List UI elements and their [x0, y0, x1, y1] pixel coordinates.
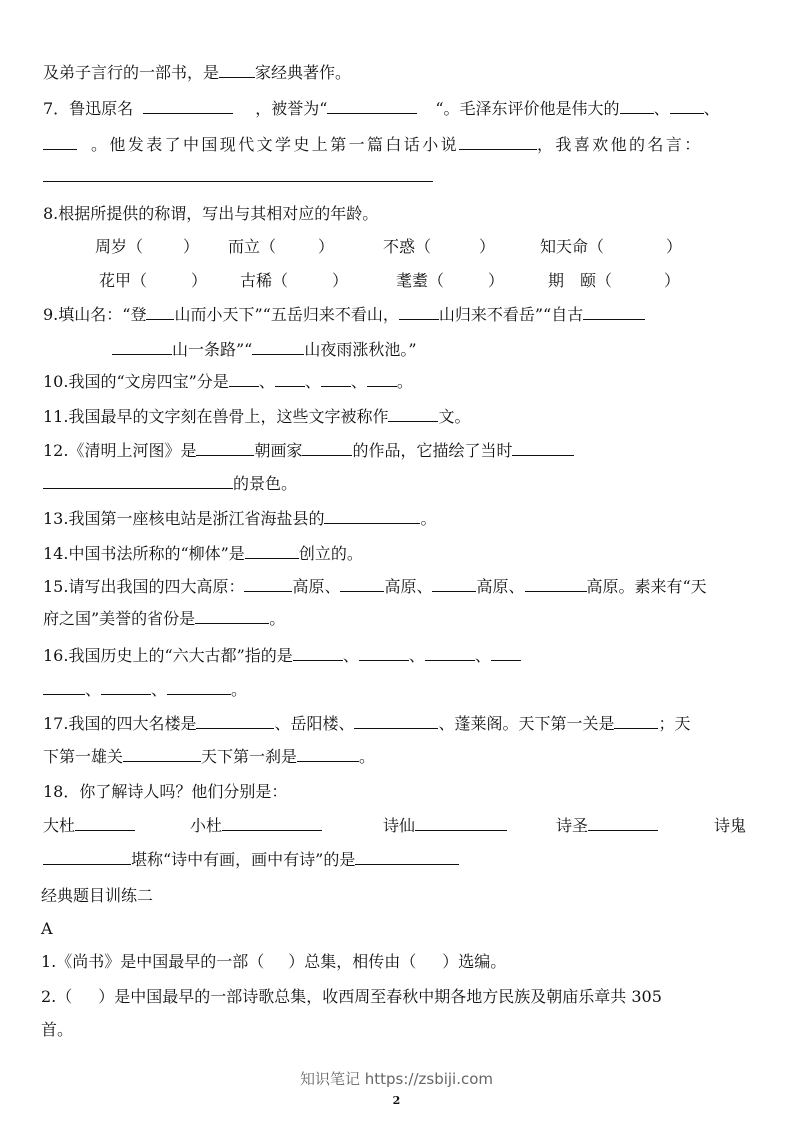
answer-blank[interactable]: [525, 576, 587, 592]
answer-blank[interactable]: [321, 371, 351, 387]
answer-blank[interactable]: [355, 849, 459, 865]
answer-blank[interactable]: [43, 679, 85, 695]
text: 高原。素来有“天: [586, 577, 707, 596]
answer-blank[interactable]: [167, 679, 231, 695]
question-15-cont: 府之国”美誉的省份是 。: [43, 609, 286, 628]
text: ；天: [658, 714, 691, 733]
question-16-cont: 、 、 。: [43, 679, 247, 701]
text: 文。: [438, 407, 471, 426]
question-9: [43, 304, 645, 326]
age-item: 周岁（ ）: [95, 237, 200, 256]
answer-blank[interactable]: [75, 815, 135, 831]
answer-blank[interactable]: [43, 473, 233, 489]
answer-blank[interactable]: [196, 713, 274, 729]
answer-blank[interactable]: [43, 166, 433, 182]
watermark[interactable]: 知识笔记 https://zsbiji.com: [299, 1070, 494, 1088]
text: ，被誉为“: [255, 99, 328, 118]
text: A: [41, 919, 53, 938]
text: 9.填山名：“登: [43, 305, 147, 324]
age-item: 耄耋（ ）: [396, 271, 505, 290]
subsection-label: [41, 918, 53, 940]
answer-blank[interactable]: [425, 645, 475, 661]
answer-blank[interactable]: [415, 815, 507, 831]
question-18: [43, 781, 287, 803]
question-7-cont: [43, 134, 703, 156]
text: 及弟子言行的一部书，是: [43, 63, 220, 82]
answer-blank[interactable]: [367, 371, 397, 387]
answer-blank[interactable]: [252, 339, 304, 355]
text: ）选编。: [442, 952, 507, 971]
answer-blank[interactable]: [588, 815, 658, 831]
question-11: [43, 406, 470, 428]
answer-blank[interactable]: [43, 849, 131, 865]
answer-blank[interactable]: [340, 576, 384, 592]
question-17-cont: 下第一雄关 天下第一刹是 。: [43, 747, 376, 766]
answer-blank[interactable]: [670, 98, 704, 114]
text: 山而小天下”“五岳归来不看山，: [174, 305, 399, 324]
text: 10.我国的“文房四宝”分是: [43, 372, 229, 391]
answer-blank[interactable]: [459, 134, 537, 150]
answer-blank[interactable]: [583, 304, 645, 320]
text: 15.请写出我国的四大高原：: [43, 577, 245, 596]
text: 山一条路”“: [172, 340, 253, 359]
question-10: 10.我国的“文房四宝”分是 、 、 、 。: [43, 372, 413, 391]
text: 16.我国历史上的“六大古都”指的是: [43, 646, 293, 665]
text: 。他发表了中国现代文学史上第一篇白话小说: [91, 135, 460, 154]
question-9-cont: [112, 339, 417, 361]
question-16: 16.我国历史上的“六大古都”指的是 、 、 、: [43, 645, 521, 667]
question-12-cont: [43, 473, 297, 495]
text: 的作品，它描绘了当时: [352, 441, 513, 460]
text: 12.《清明上河图》是: [43, 441, 197, 460]
answer-blank[interactable]: [222, 815, 322, 831]
text: 13.我国第一座核电站是浙江省海盐县的: [43, 509, 325, 528]
text: 、: [703, 99, 720, 118]
text: 高原、: [292, 577, 341, 596]
answer-blank[interactable]: [359, 645, 409, 661]
answer-blank[interactable]: [491, 645, 521, 661]
age-item: 知天命（ ）: [540, 237, 683, 256]
text: 2.（: [41, 987, 73, 1006]
poet-item: 诗圣: [556, 815, 658, 837]
answer-blank[interactable]: [432, 576, 476, 592]
text: 、蓬莱阁。天下第一关是: [438, 714, 615, 733]
text: 下第一雄关: [43, 747, 124, 766]
answer-blank[interactable]: [293, 645, 343, 661]
text: 的景色。: [233, 474, 298, 493]
question-8: [43, 203, 378, 225]
question-7: [43, 98, 720, 120]
answer-blank[interactable]: [219, 62, 255, 78]
answer-blank[interactable]: [302, 440, 352, 456]
age-item: 古稀（ ）: [240, 271, 349, 290]
answer-blank[interactable]: [112, 339, 172, 355]
answer-blank[interactable]: [195, 608, 269, 624]
text: 、: [653, 99, 670, 118]
text: 14.中国书法所称的“柳体”是: [43, 544, 245, 563]
answer-blank[interactable]: [297, 746, 359, 762]
text: 山夜雨涨秋池。”: [304, 340, 417, 359]
text: 家经典著作。: [255, 63, 352, 82]
text: “。毛泽东评价他是伟大的: [435, 99, 620, 118]
answer-blank[interactable]: [196, 440, 254, 456]
section-title: [41, 885, 153, 907]
text: 首。: [41, 1020, 74, 1039]
text: 17.我国的四大名楼是: [43, 714, 197, 733]
age-item: 期 颐（ ）: [548, 271, 681, 290]
text: 朝画家: [254, 441, 303, 460]
question-14: [43, 543, 363, 565]
text: 堪称“诗中有画，画中有诗”的是: [131, 850, 356, 869]
answer-blank[interactable]: [43, 134, 77, 150]
text: 高原、: [384, 577, 433, 596]
poet-item: 大杜: [43, 815, 135, 837]
question-12: [43, 440, 574, 462]
text: 创立的。: [298, 544, 363, 563]
text: 府之国”美誉的省份是: [43, 609, 196, 628]
answer-blank[interactable]: [146, 304, 174, 320]
answer-blank[interactable]: [512, 440, 574, 456]
text: ，我喜欢他的名言：: [537, 135, 703, 154]
answer-blank[interactable]: [399, 304, 439, 320]
question-a2-cont: [41, 1019, 73, 1041]
answer-blank[interactable]: [620, 98, 654, 114]
text: ）总集，相传由（: [288, 952, 417, 971]
answer-blank[interactable]: [275, 371, 305, 387]
text: ）是中国最早的一部诗歌总集，收西周至春秋中期各地方民族及朝庙乐章共 305: [98, 987, 662, 1006]
answer-blank[interactable]: [123, 746, 201, 762]
answer-blank[interactable]: [324, 508, 420, 524]
page-number: 2: [392, 1094, 401, 1107]
answer-blank[interactable]: [229, 371, 259, 387]
poet-item: 小杜: [190, 815, 322, 837]
text: 8.根据所提供的称谓，写出与其相对应的年龄。: [43, 204, 379, 223]
text: 、岳阳楼、: [274, 714, 355, 733]
text: 11.我国最早的文字刻在兽骨上，这些文字被称作: [43, 407, 389, 426]
text: 天下第一刹是: [201, 747, 298, 766]
text: 高原、: [476, 577, 525, 596]
question-7-quote: [43, 166, 433, 188]
question-a2: [41, 986, 662, 1008]
answer-blank[interactable]: [143, 98, 233, 114]
text: 18．你了解诗人吗？他们分别是：: [43, 782, 288, 801]
answer-blank[interactable]: [327, 98, 417, 114]
age-item: 而立（ ）: [228, 237, 335, 256]
text: 山归来不看岳”“自古: [438, 305, 584, 324]
question-13: 13.我国第一座核电站是浙江省海盐县的 。: [43, 509, 437, 528]
answer-blank[interactable]: [245, 543, 299, 559]
text: 经典题目训练二: [41, 886, 154, 905]
age-item: 花甲（ ）: [99, 271, 208, 290]
text: 7．鲁迅原名: [43, 99, 134, 118]
age-item: 不惑（ ）: [383, 237, 496, 256]
question-15: [43, 576, 707, 598]
intro-line: [43, 62, 351, 84]
answer-blank[interactable]: [388, 406, 438, 422]
text: 1.《尚书》是中国最早的一部（: [41, 952, 265, 971]
answer-blank[interactable]: [614, 713, 658, 729]
question-17: [43, 713, 691, 735]
poet-item: 诗仙: [383, 815, 507, 837]
answer-blank[interactable]: [101, 679, 151, 695]
question-a1: [41, 951, 506, 973]
answer-blank[interactable]: [244, 576, 292, 592]
answer-blank[interactable]: [354, 713, 438, 729]
question-18-cont: [43, 849, 459, 871]
poet-item: 诗鬼: [714, 816, 747, 835]
